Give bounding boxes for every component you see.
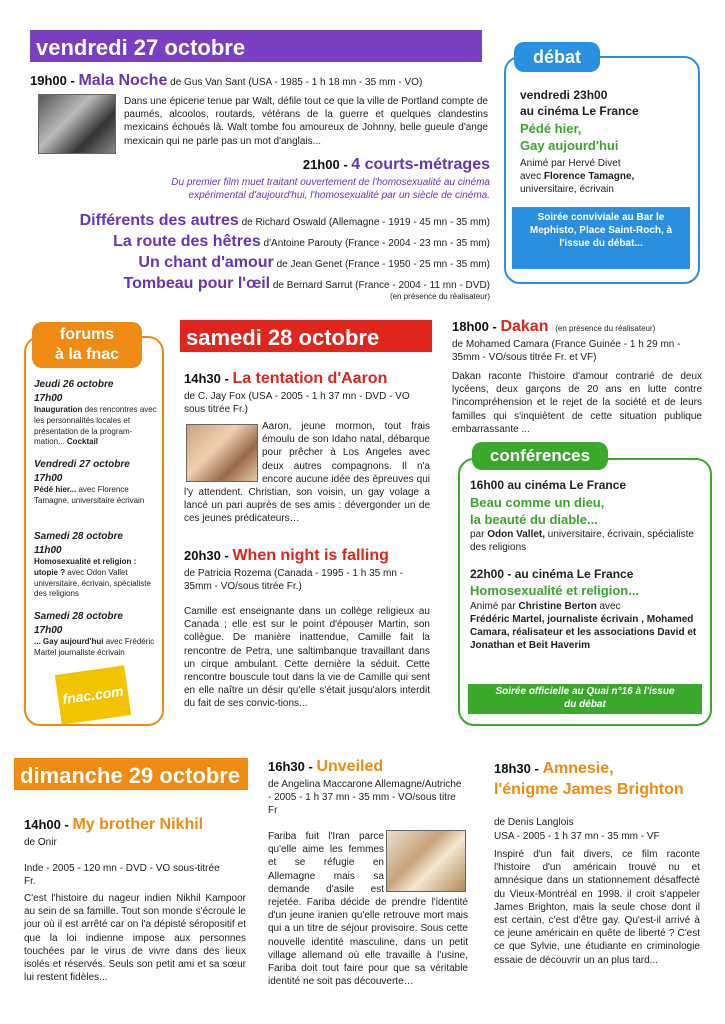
debat-tab: débat	[514, 42, 600, 72]
aaron-slot: 14h30 - La tentation d'Aaron	[184, 370, 388, 387]
amnesie-credit-2: USA - 2005 - 1 h 37 mn - 35 mm - VF	[494, 831, 660, 842]
fnac-event: Jeudi 26 octobre 17h00 Inauguration des rencontres avec les personnalités locales et présentation de la program-mation... Cocktail	[34, 379, 157, 447]
mala-noche-desc: Dans une épicerie tenue par Walt, défile tout ce que la ville de Portland compte de paumés, alcoolos, routards, vétérans de la guerre et quelques clandestins mexicains échoués là. Walt tombe fou amoureux de Johnny, belle gueule d'ange mexicain qui ne parle pas un mot d'anglais...	[124, 96, 488, 147]
dakan-credit: de Mohamed Camara (France Guinée - 1 h 29 mn - 35mm - VO/sous titrée Fr. et VF)	[452, 339, 681, 364]
conf-1-title-2: la beauté du diable...	[470, 511, 598, 527]
night-title: When night is falling	[232, 547, 389, 564]
fnac-event: Samedi 28 octobre 17h00 ... Gay aujourd'hui avec Frédéric Martel journaliste écrivain	[34, 611, 155, 657]
film-credit: de Gus Van Sant (USA - 1985 - 1 h 18 mn - 35 mm - VO)	[170, 77, 423, 88]
dakan-slot: 18h00 - Dakan (en présence du réalisateur)	[452, 318, 656, 335]
conf-2-anim: Animé par Christine Berton avec	[470, 600, 621, 612]
dakan-title: Dakan	[500, 318, 549, 335]
conf-2-title: Homosexualité et religion...	[470, 583, 640, 599]
short-item: Tombeau pour l'œil de Bernard Sarrut (France - 2004 - 11 mn - DVD)	[123, 275, 490, 292]
friday-header	[30, 30, 482, 62]
nikhil-desc: C'est l'histoire du nageur indien Nikhil Kampoor au sein de sa famille. Tout son monde s'écroule le jour où il est arrêté car on l'a dépisté séropositif et que la loi indienne impose aux personnes touchées par le virus de vivre dans des lieux isolés et réservés. Seuls son petit ami et sa sœur lui restent fidèles...	[24, 893, 246, 984]
conferences-tab: conférences	[472, 442, 608, 470]
short-item: La route des hêtres d'Antoine Parouty (France - 2004 - 23 mn - 35 mm)	[113, 233, 490, 250]
debat-title-1: Pédé hier,	[520, 120, 582, 136]
amnesie-slot: 18h30 - Amnesie, l'énigme James Brighton	[494, 758, 704, 800]
conf-1-title-1: Beau comme un dieu,	[470, 494, 605, 510]
night-slot: 20h30 - When night is falling	[184, 547, 389, 564]
conf-1-by: par Odon Vallet, universitaire, écrivain, spécialiste des religions	[470, 529, 694, 554]
sunday-header: dimanche 29 octobre	[14, 758, 248, 790]
shorts-slot: 21h00 - 4 courts-métrages	[302, 156, 490, 173]
debat-content: vendredi 23h00 au cinéma Le France Pédé hier, Gay aujourd'hui Animé par Hervé Divet avec Florence Tamagne, universitaire, écrivain	[520, 88, 692, 197]
mala-noche-photo	[38, 94, 116, 154]
debat-anim-role: universitaire, écrivain	[520, 184, 614, 196]
conf-2-guests: Frédéric Martel, journaliste écrivain , Mohamed Camara, réalisateur et les associations David et Jonathan et Beit Haverim	[470, 613, 697, 652]
amnesie-credit-1: de Denis Langlois	[494, 817, 574, 828]
amnesie-title-2: l'énigme James Brighton	[494, 781, 684, 799]
debat-when: vendredi 23h00	[520, 88, 608, 102]
shorts-title: 4 courts-métrages	[351, 156, 490, 173]
short-note: (en présence du réalisateur)	[389, 292, 490, 301]
debat-where: au cinéma Le France	[520, 103, 639, 118]
unveiled-slot: 16h30 - Unveiled	[268, 758, 384, 775]
short-item: Différents des autres de Richard Oswald (Allemagne - 1919 - 45 mn - 35 mm)	[79, 212, 490, 229]
dakan-note: (en présence du réalisateur)	[555, 324, 656, 333]
conferences-soiree: Soirée officielle au Quai n°16 à l'issue du débat	[468, 684, 702, 714]
conf-2-when: 22h00 - au cinéma Le France	[470, 566, 634, 581]
debat-title-2: Gay aujourd'hui	[520, 137, 619, 153]
nikhil-credit-2: Inde - 2005 - 120 mn - DVD - VO sous-titrée Fr.	[24, 863, 220, 888]
aaron-title: La tentation d'Aaron	[232, 370, 388, 387]
friday-header-text: vendredi 27 octobre	[36, 35, 246, 60]
fnac-event: Samedi 28 octobre 11h00 Homosexualité et religion : utopie ? avec Odon Vallet universitaire, écrivain, spécialiste des religions	[34, 531, 151, 599]
mala-noche-slot	[30, 70, 490, 91]
conf-1-when: 16h00 au cinéma Le France	[470, 478, 627, 492]
dakan-desc: Dakan raconte l'histoire d'amour contrarié de deux lycéens, deux garçons de 20 ans en lutte contre l'incompréhension et le rejet de la société et de leurs familles qui s'inquiètent de cette situation publique embarrassante ...	[452, 371, 702, 435]
aaron-desc: Aaron, jeune mormon, tout frais émoulu de son Idaho natal, débarque pour prêcher à Los Angeles avec deux autres compagnons. Il n'a encore aucune idée des épreuves qui l'y attendent. Christian, son voisin, un gay volage a lancé un pari auprès de ses amis : dévergonder un de ces jeunes prédicateurs…	[184, 421, 430, 525]
unveiled-credit: de Angelina Maccarone Allemagne/Autriche - 2005 - 1 h 37 mn - 35 mm - VO/sous titre Fr	[268, 779, 462, 817]
amnesie-title-1: Amnesie,	[542, 760, 614, 777]
unveiled-desc: Fariba fuit l'Iran parce qu'elle aime les femmes et se réfugie en Allemagne mais sa demande d'asile est rejetée. Fariba décide de prendre l'identité d'un jeune iranien qu'elle retrouve mort mais qui a un titre de séjour provisoire. Sous cette nouvelle identité masculine, dans un petit village allemand où elle travaille à l'usine, Fariba doit tout faire pour que sa véritable identité ne soit pas découverte…	[268, 831, 468, 988]
nikhil-title: My brother Nikhil	[72, 816, 204, 833]
night-credit: de Patricia Rozema (Canada - 1995 - 1 h 35 mn - 35mm - VO/sous titrée Fr.)	[184, 568, 403, 593]
short-item: Un chant d'amour de Jean Genet (France - 1950 - 25 mn - 35 mm)	[138, 254, 490, 271]
aaron-credit: de C. Jay Fox (USA - 2005 - 1 h 37 mn - DVD - VO sous titrée Fr.)	[184, 391, 410, 416]
fnac-tab: forums à la fnac	[32, 322, 142, 368]
fnac-events	[34, 378, 158, 659]
unveiled-title: Unveiled	[316, 758, 384, 775]
fnac-event: Vendredi 27 octobre 17h00 Pédé hier... avec Florence Tamagne, universitaire écrivain	[34, 459, 145, 505]
saturday-header: samedi 28 octobre	[180, 320, 432, 352]
nikhil-slot: 14h00 - My brother Nikhil	[24, 816, 204, 833]
shorts-list	[20, 210, 490, 303]
nikhil-credit-1: de Onir	[24, 837, 57, 848]
shorts-intro: Du premier film muet traitant ouvertement de l'homosexualité au cinéma expérimental d'aujourd'hui, l'homosexualité par un siècle de cinéma.	[171, 177, 490, 202]
debat-anim: Animé par Hervé Divet	[520, 157, 621, 169]
slot-time: 19h00 -	[30, 73, 79, 88]
conferences-content	[470, 478, 702, 652]
fnac-logo: fnac.com	[55, 665, 131, 724]
amnesie-desc: Inspiré d'un fait divers, ce film raconte l'histoire d'un américain trouvé nu et amnésique dans un stationnement désaffecté du Vieux-Montréal en 1998. il croit s'appeler James Brighton, mais la seule chose dont il est certain, c'est d'être gay. Qu'est-il arrivé à ce jeune américain en quête de liberté ? C'est ce que Sylvie, une étudiante en criminologie essaie de découvrir un an plus tard...	[494, 849, 700, 966]
debat-soiree: Soirée conviviale au Bar le Mephisto, Place Saint-Roch, à l'issue du débat...	[512, 207, 690, 269]
night-desc: Camille est enseignante dans un collège religieux au Canada ; elle est sur le point d'épouser Martin, son collègue. De manière inattendue, Camille fait la rencontre de Petra, une saltimbanque travaillant dans un cirque ambulant. Cette dernière la séduit. Cette rencontre bouscule tout dans la vie de Camille qui sent en elle naître un désir qu'elle s'était jusqu'alors interdit du fait de ses convic-tions...	[184, 606, 430, 710]
film-title: Mala Noche	[78, 72, 168, 89]
